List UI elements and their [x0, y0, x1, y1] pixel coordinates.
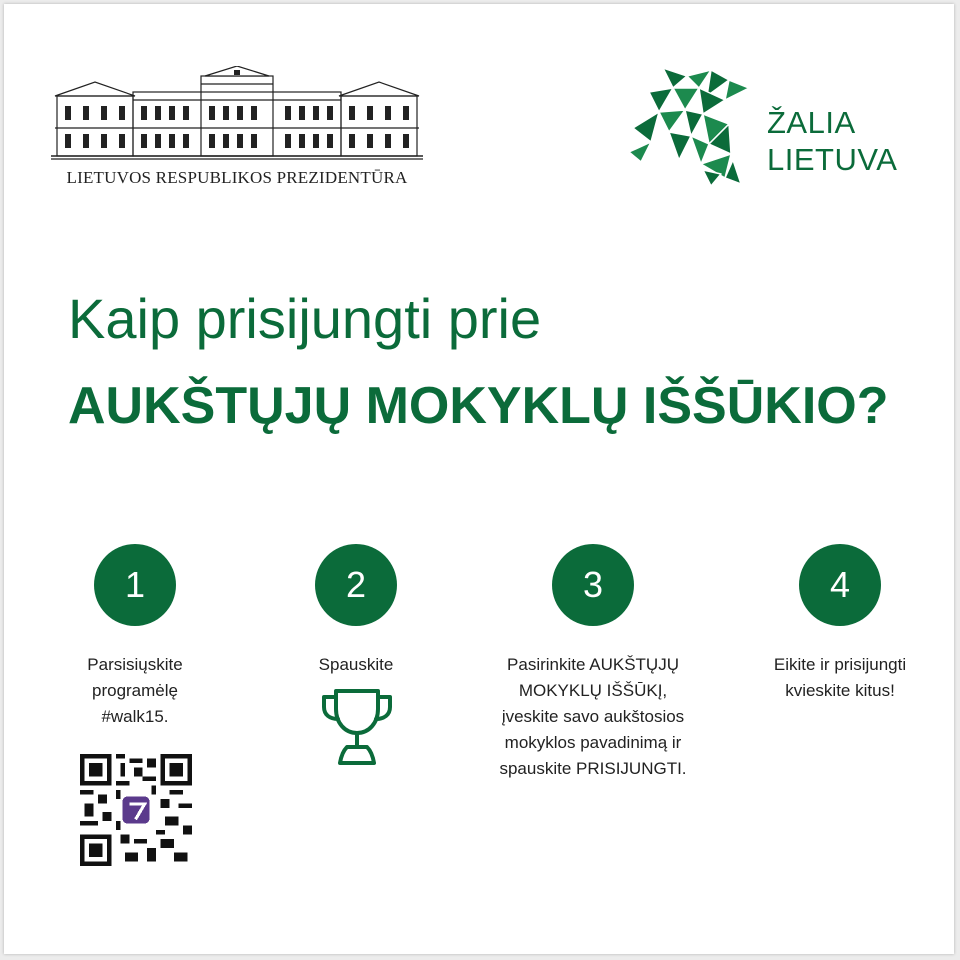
brand-line-2: LIETUVA [767, 142, 898, 177]
step-text: Spauskite [318, 655, 394, 674]
polygon-horse-icon [629, 66, 751, 188]
zalia-lietuva-wordmark [767, 104, 897, 178]
page-title: Kaip prisijungti prie [68, 287, 542, 350]
presidency-logo [51, 66, 423, 187]
step-text: Pasirinkite AUKŠTŲJŲ MOKYKLŲ IŠŠŪKĮ, įveskite savo aukštosios mokyklos pavadinimą ir spauskite PRISIJUNGTI. [499, 655, 687, 778]
qr-code[interactable] [80, 754, 192, 866]
step-number-badge: 4 [799, 544, 881, 626]
presidency-building-icon [51, 66, 423, 162]
step-1 [25, 544, 245, 730]
step-2 [246, 544, 466, 678]
step-text: Eikite ir prisijungti kvieskite kitus! [773, 655, 907, 700]
step-number-badge: 1 [94, 544, 176, 626]
step-3 [483, 544, 703, 782]
brand-line-1: ŽALIA [767, 105, 856, 140]
poster-card [4, 4, 954, 954]
presidency-caption: LIETUVOS RESPUBLIKOS PREZIDENTŪRA [66, 168, 408, 187]
step-number-badge: 2 [315, 544, 397, 626]
step-4 [730, 544, 950, 704]
step-text: Parsisiųskite programėlę #walk15. [87, 655, 183, 726]
trophy-icon [320, 687, 394, 767]
step-number-badge: 3 [552, 544, 634, 626]
zalia-lietuva-logo [629, 66, 919, 188]
page-title-emphasis: AUKŠTŲJŲ MOKYKLŲ IŠŠŪKIO? [68, 377, 889, 435]
